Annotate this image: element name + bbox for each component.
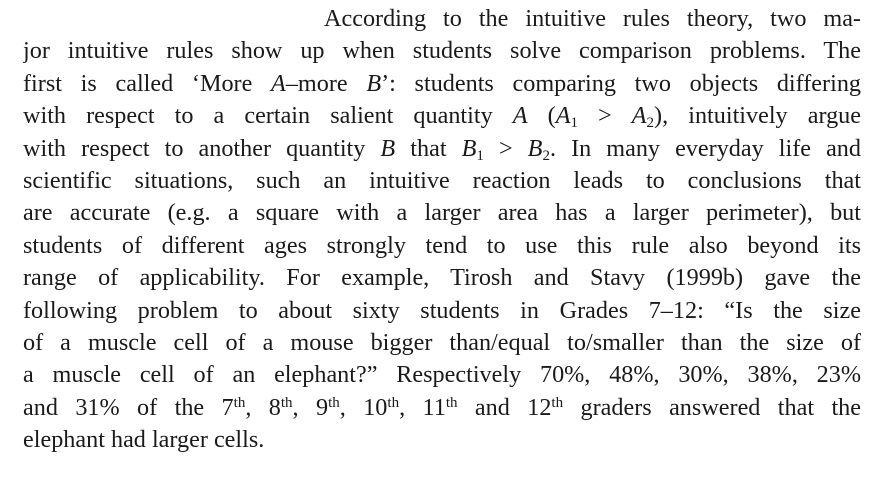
math-variable: A [555,102,571,130]
text-run: graders answered that the [563,393,861,421]
math-variable: B [527,134,543,162]
paragraph-line [23,327,861,359]
superscript: th [551,394,564,411]
text-run: of a muscle cell of a mouse bigger than/equal to/smaller than the size of [23,329,861,356]
paragraph-line [23,68,861,100]
paragraph-line [23,392,861,424]
superscript: th [445,394,458,411]
text-run: with respect to a certain salient quantity [23,102,513,130]
paragraph-line [23,197,861,229]
paragraph-line [23,262,861,294]
paragraph-line [324,3,861,35]
superscript: th [280,394,293,411]
paragraph-line [23,424,264,456]
paragraph-line [23,295,861,327]
math-variable: B [366,69,382,97]
subscript: 2 [646,114,655,131]
subscript: 1 [476,147,484,164]
paragraph-line [23,35,861,67]
text-run: a muscle cell of an elephant?” Respectively 70%, 48%, 30%, 38%, 23% [23,361,861,389]
text-run: > [483,134,528,162]
text-run: first is called ‘More [23,69,272,97]
math-variable: B [380,134,396,162]
text-run: , 10 [339,393,388,421]
text-run: scientific situations, such an intuitive reaction leads to conclusions that [23,167,861,194]
text-run: range of applicability. For example, Tirosh and Stavy (1999b) gave the [23,264,861,292]
subscript: 1 [570,114,578,131]
math-variable: A [271,69,286,97]
text-run: ’: students comparing two objects differing [381,69,861,97]
text-run: elephant had larger cells. [23,426,265,454]
text-run: following problem to about sixty students in Grades 7–12: “Is the size [23,296,861,324]
text-run: –more [285,69,367,97]
text-run: ( [527,102,556,130]
superscript: th [233,394,246,411]
text-run: that [395,134,462,162]
paragraph-line [23,230,861,262]
text-run: jor intuitive rules show up when students solve comparison problems. The [23,37,861,65]
text-run: , 8 [245,393,281,421]
superscript: th [328,394,340,411]
text-run: . In many everyday life and [549,134,861,162]
text-run: ), intuitively argue [654,102,861,130]
math-variable: A [631,102,647,130]
text-run: , 9 [292,393,329,421]
text-run: According to the intuitive rules theory, two ma- [324,5,861,32]
text-run: students of different ages strongly tend to use this rule also beyond its [23,231,861,259]
text-run: and 12 [457,393,552,421]
text-run: with respect to another quantity [23,134,381,162]
paragraph-line [23,359,861,391]
paragraph-line [23,133,861,165]
paragraph-line [23,165,861,197]
math-variable: A [512,102,528,130]
text-run: and 31% of the 7 [23,393,234,421]
text-run: are accurate (e.g. a square with a larger area has a larger perimeter), but [23,199,861,227]
text-run: , 11 [399,393,446,421]
text-run: > [577,102,632,130]
superscript: th [387,394,400,411]
paragraph-line [23,100,861,132]
math-variable: B [461,134,477,162]
subscript: 2 [542,147,550,164]
